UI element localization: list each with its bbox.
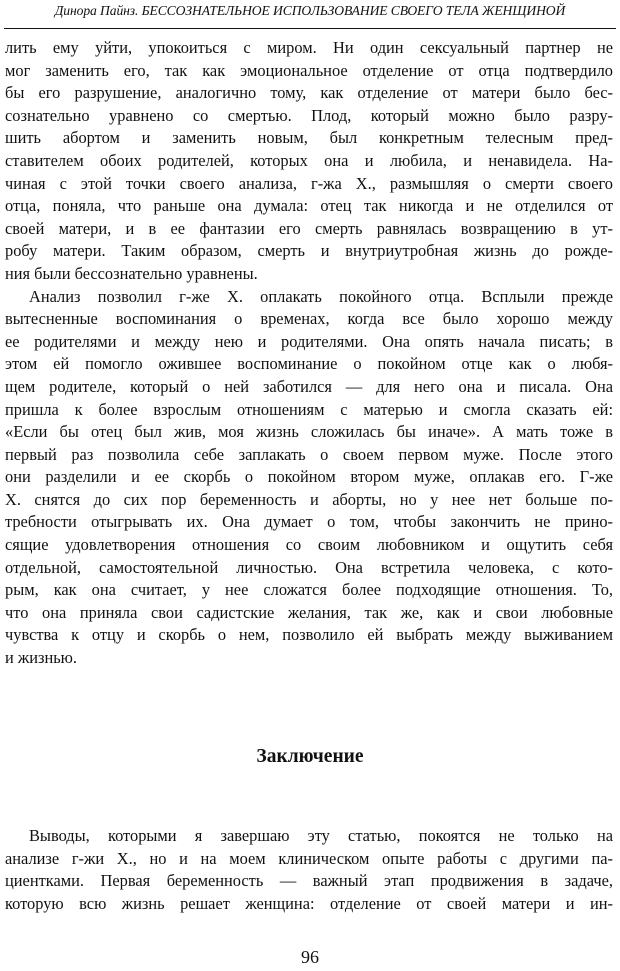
text-line: шить абортом и заменить новым, был конкретным телесным пред- [5, 128, 613, 148]
text-line: рым, как она считает, у нее сложатся более подходящие отношения. То, [5, 580, 613, 600]
running-header: Динора Пайнз. БЕССОЗНАТЕЛЬНОЕ ИСПОЛЬЗОВАНИЕ СВОЕГО ТЕЛА ЖЕНЩИНОЙ [54, 3, 566, 18]
body-text-block-1 [5, 37, 613, 670]
text-line: требности отыгрывать их. Она думает о том, чтобы закончить не прино- [5, 512, 613, 532]
text-line: они разделили и ее скорбь о покойном втором муже, оплакав его. Г-же [5, 467, 613, 487]
text-line: щем родителе, который о ней заботился — для него она и писала. Она [5, 376, 613, 396]
text-line: ее родителями и между нею и родителями. Она опять начала писать; в [5, 331, 613, 351]
text-line: вытесненные воспоминания о временах, когда все было хорошо между [5, 309, 613, 329]
text-line: сознательно уравнено со смертью. Плод, который можно было разру- [5, 105, 613, 125]
text-line: своей матери, и в ее фантазии его смерть равнялась возвращению в ут- [5, 218, 613, 238]
page-number: 96 [301, 947, 319, 967]
text-line: ставителем обоих родителей, которых она и любила, и ненавидела. На- [5, 150, 613, 170]
text-line: мог заменить его, так как эмоциональное отделение от отца подтвердило [5, 60, 613, 80]
text-line: чувства к отцу и скорбь о нем, позволило ей выбрать между выживанием [5, 625, 613, 645]
text-line: Анализ позволил г-же X. оплакать покойного отца. Всплыли прежде [29, 286, 613, 306]
text-line: X. снятся до сих пор беременность и аборты, но у нее нет больше по- [5, 489, 613, 509]
text-line: «Если бы отец был жив, моя жизнь сложилась бы иначе». А мать тоже в [5, 422, 613, 442]
text-line: пришла к более взрослым отношениям с матерью и смогла сказать ей: [5, 399, 613, 419]
text-line: анализе г-жи X., но и на моем клиническом опыте работы с другими па- [5, 848, 613, 868]
text-line: которую всю жизнь решает женщина: отделение от своей матери и ин- [5, 893, 613, 913]
text-line: и жизнью. [5, 648, 78, 668]
section-heading: Заключение [256, 746, 364, 767]
text-line: что она приняла свои садистские желания, так же, как и свои любовные [5, 602, 613, 622]
text-line: лить ему уйти, упокоиться с миром. Ни один сексуальный партнер не [5, 38, 613, 57]
text-line: чиная с этой точки своего анализа, г-жа X., размышляя о смерти своего [5, 173, 613, 193]
text-line: первый раз позволила себе заплакать о своем первом муже. После этого [5, 444, 613, 464]
text-line: сящие удовлетворения отношения со своим любовником и ощутить себя [5, 535, 613, 555]
text-line: этом ей помогло ожившее воспоминание о покойном отце как о любя- [5, 354, 613, 374]
text-line: ния были бессознательно уравнены. [5, 263, 258, 283]
text-line: Выводы, которыми я завершаю эту статью, покоятся не только на [29, 826, 613, 845]
header-divider [4, 28, 616, 29]
body-text-block-2 [5, 825, 613, 915]
text-line: бы его разрушение, аналогично тому, как отделение от матери было бес- [5, 83, 613, 103]
text-line: циентками. Первая беременность — важный этап продвижения в задаче, [5, 871, 613, 891]
text-line: отца, поняла, что раньше она думала: отец так никогда и не отделился от [5, 196, 613, 216]
text-line: отдельной, самостоятельной личностью. Она встретила человека, с кото- [5, 557, 613, 577]
text-line: робу матери. Таким образом, смерть и внутриутробная жизнь до рожде- [5, 241, 613, 261]
